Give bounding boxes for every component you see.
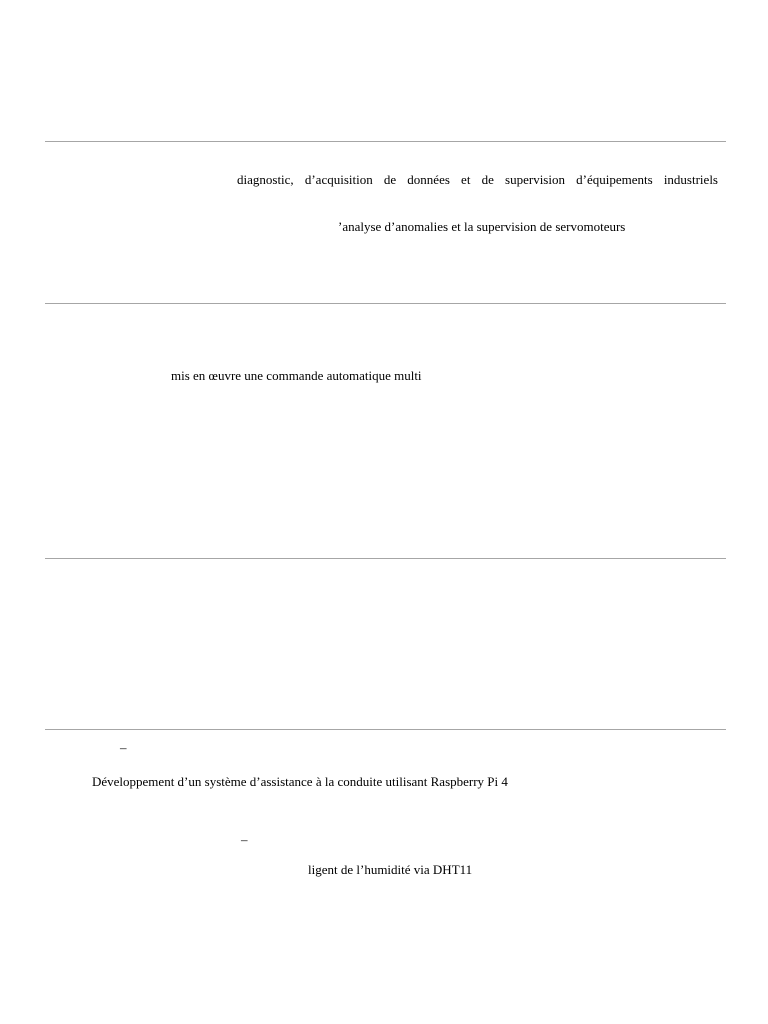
dash-separator: – xyxy=(241,832,248,847)
project-title: ligent de l’humidité via DHT11 xyxy=(308,862,473,877)
section-divider xyxy=(45,729,726,730)
section-divider xyxy=(45,558,726,559)
experience-description-line: diagnostic, d’acquisition de données et de supervision d’équipements industriels xyxy=(237,172,718,187)
project-title: Développement d’un système d’assistance à la conduite utilisant Raspberry Pi 4 xyxy=(92,774,508,789)
section-divider xyxy=(45,303,726,304)
experience-description-line: ’analyse d’anomalies et la supervision de servomoteurs xyxy=(338,219,626,234)
section-divider xyxy=(45,141,726,142)
dash-separator: – xyxy=(120,740,127,755)
experience-description-line: mis en œuvre une commande automatique multi xyxy=(171,368,422,383)
